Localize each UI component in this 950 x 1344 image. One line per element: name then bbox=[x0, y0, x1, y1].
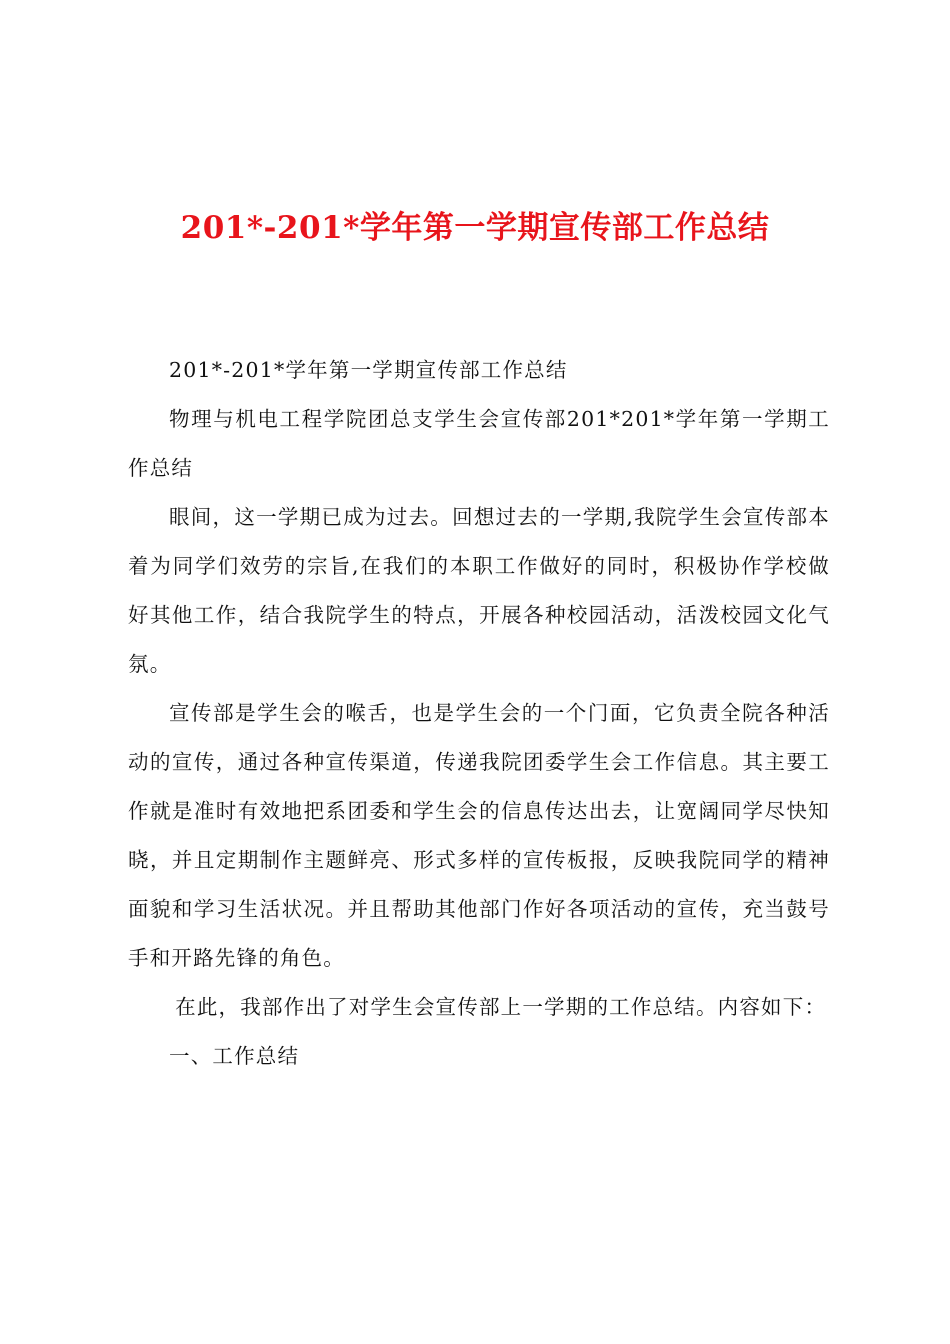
document-title: 201*-201*学年第一学期宣传部工作总结 bbox=[180, 210, 770, 246]
document-body bbox=[128, 346, 830, 1081]
department-role-paragraph: 宣传部是学生会的喉舌，也是学生会的一个门面，它负责全院各种活动的宣传，通过各种宣传渠道，传递我院团委学生会工作信息。其主要工作就是准时有效地把系团委和学生会的信息传达出去，让宽阔同学尽快知晓，并且定期制作主题鲜亮、形式多样的宣传板报，反映我院同学的精神面貌和学习生活状况。并且帮助其他部门作好各项活动的宣传，充当鼓号手和开路先锋的角色。 bbox=[128, 701, 830, 970]
subtitle-paragraph: 201*-201*学年第一学期宣传部工作总结 bbox=[169, 358, 568, 382]
intro-paragraph: 眼间，这一学期已成为过去。回想过去的一学期,我院学生会宣传部本着为同学们效劳的宗旨,在我们的本职工作做好的同时，积极协作学校做好其他工作，结合我院学生的特点，开展各种校园活动，活泼校园文化气氛。 bbox=[128, 505, 830, 676]
section-heading: 一、工作总结 bbox=[169, 1044, 300, 1068]
college-heading-paragraph: 物理与机电工程学院团总支学生会宣传部201*201*学年第一学期工作总结 bbox=[128, 407, 830, 480]
summary-intro-paragraph: 在此，我部作出了对学生会宣传部上一学期的工作总结。内容如下： bbox=[175, 995, 827, 1019]
